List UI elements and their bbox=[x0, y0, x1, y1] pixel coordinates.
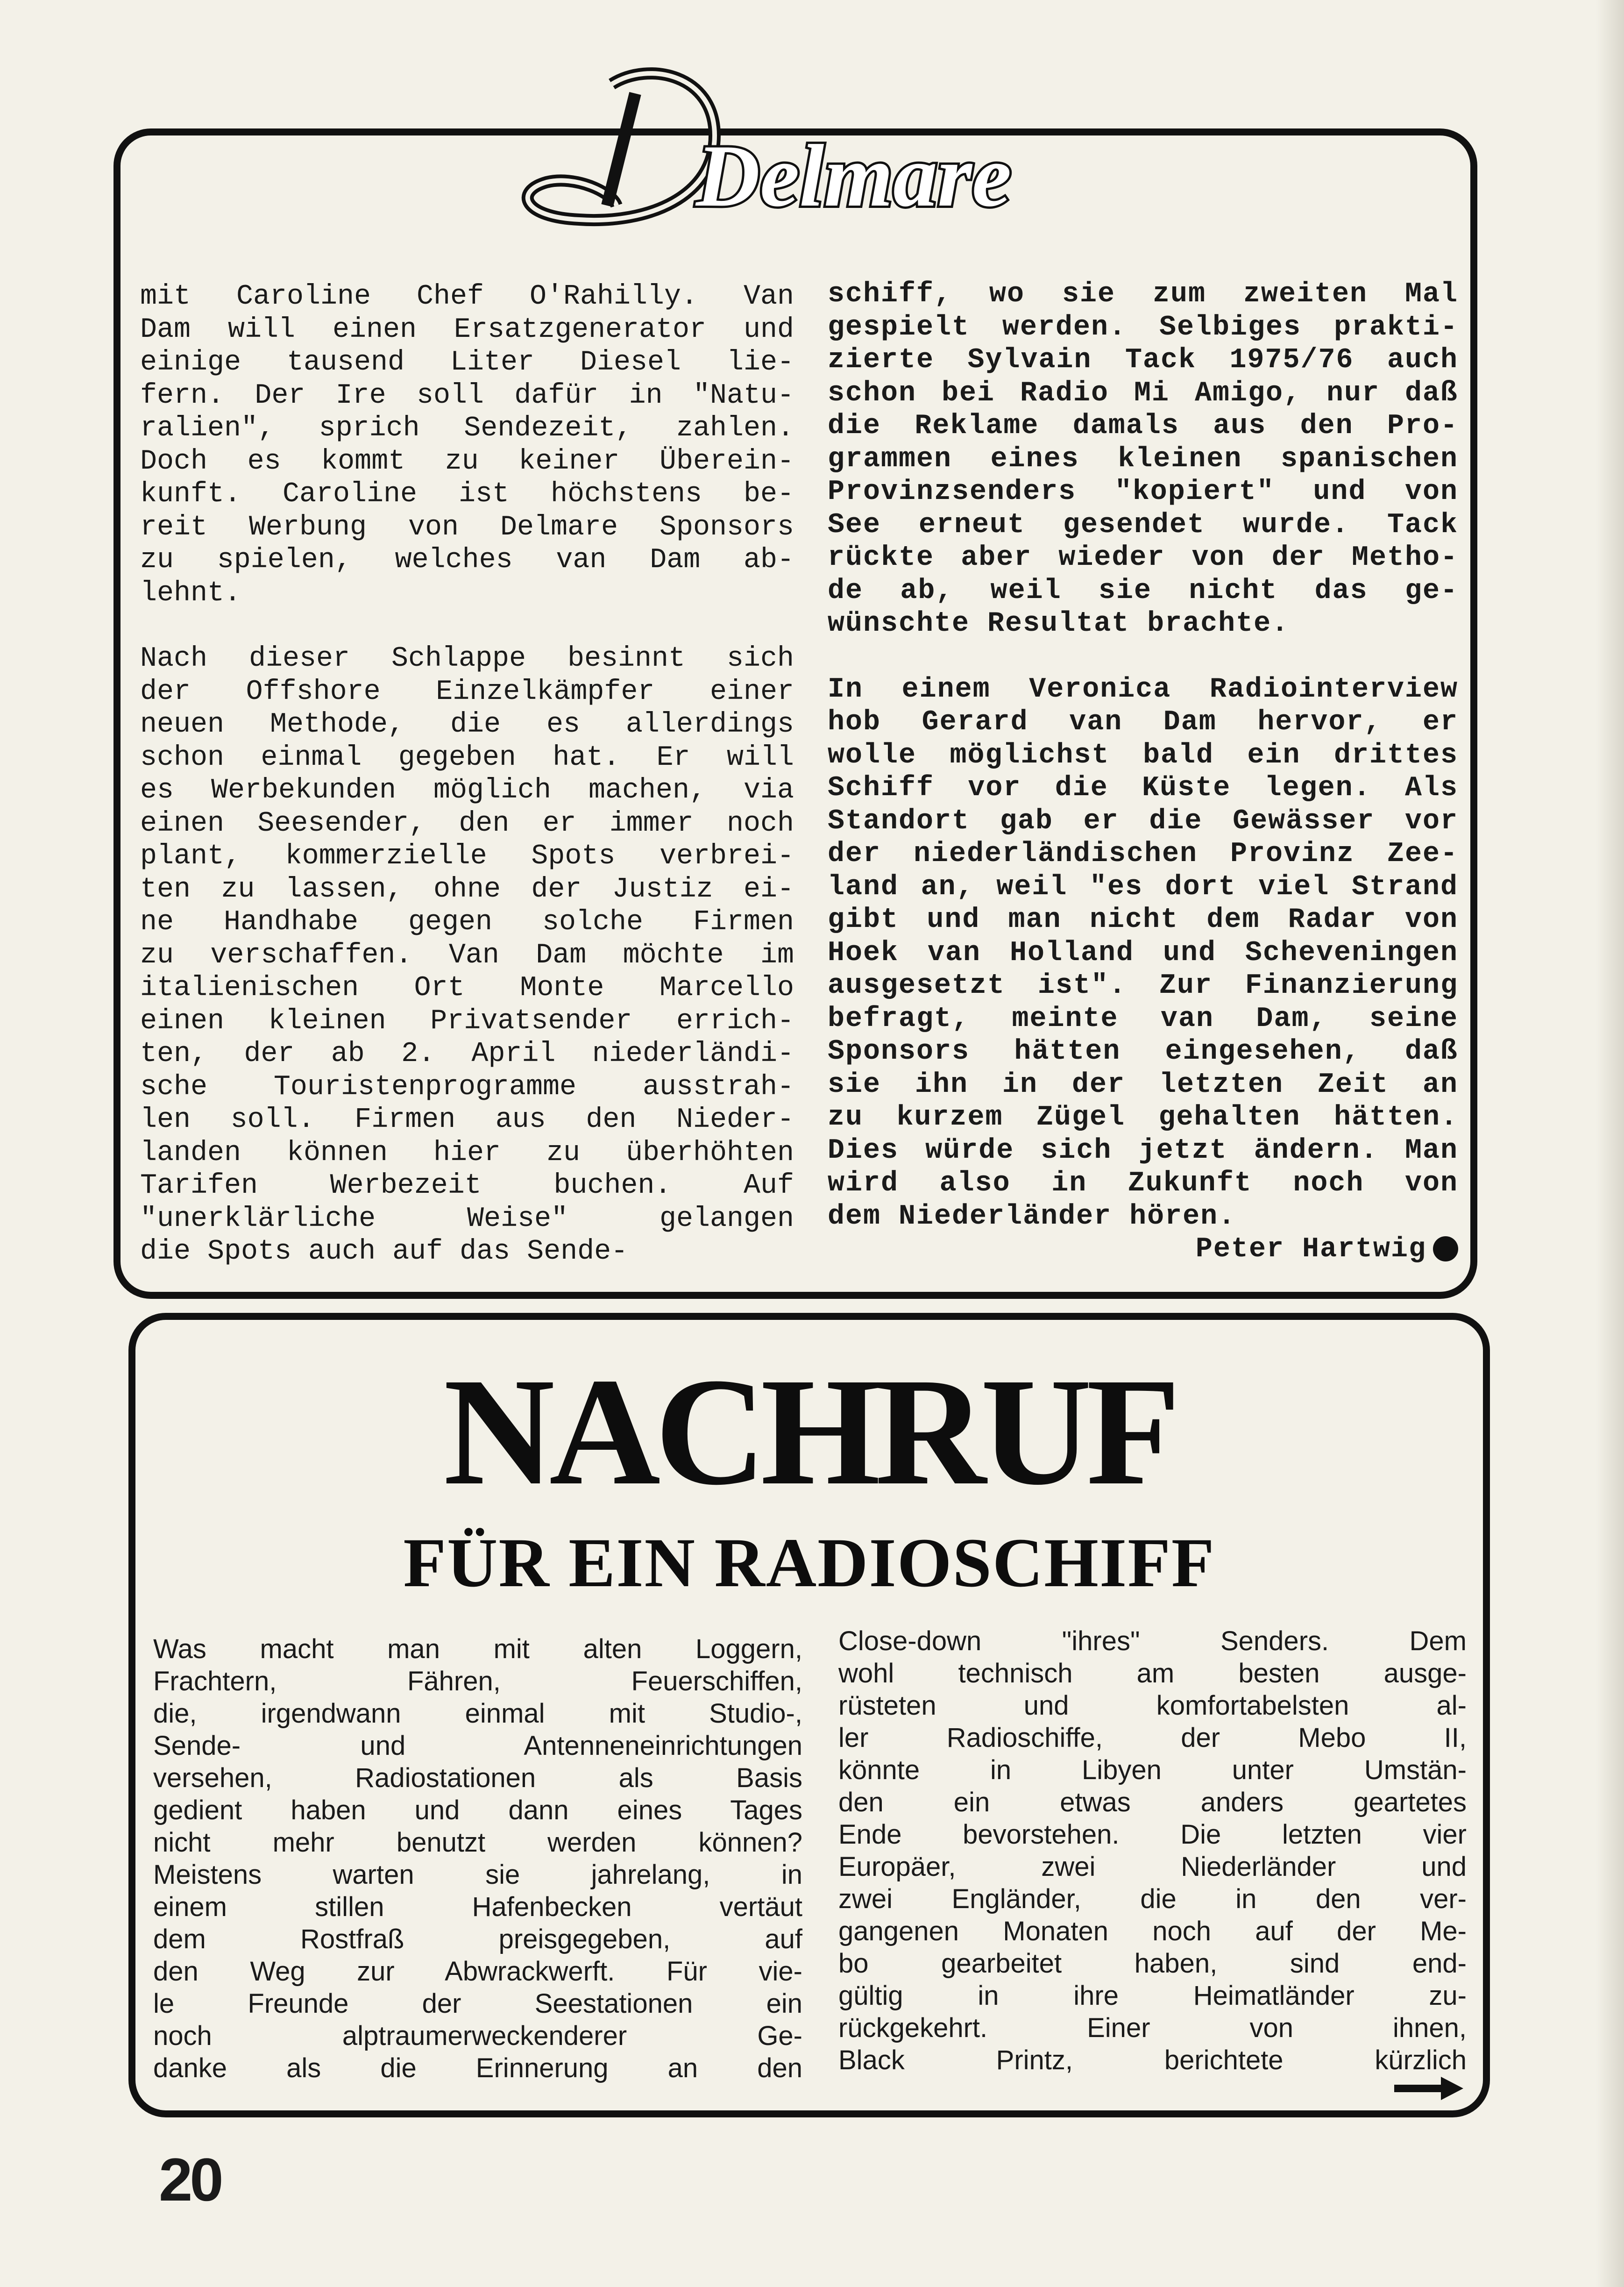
text-line: fern. Der Ire soll dafür in "Natu- bbox=[140, 379, 794, 412]
text-line: hob Gerard van Dam hervor, er bbox=[828, 706, 1458, 738]
text-line: die, irgendwann einmal mit Studio-, bbox=[153, 1698, 802, 1729]
text-line: noch alptraumerweckenderer Ge- bbox=[153, 2021, 802, 2051]
text-line: mit Caroline Chef O'Rahilly. Van bbox=[140, 281, 794, 313]
text-line: Frachtern, Fähren, Feuerschiffen, bbox=[153, 1666, 802, 1696]
text-line: zu verschaffen. Van Dam möchte im bbox=[140, 939, 794, 971]
article2-left-column bbox=[153, 1633, 802, 2084]
text-line: zu kurzem Zügel gehalten hätten. bbox=[828, 1102, 1458, 1133]
text-line: ler Radioschiffe, der Mebo II, bbox=[838, 1723, 1467, 1753]
text-line: die Spots auch auf das Sende- bbox=[140, 1236, 628, 1268]
text-line: bo gearbeitet haben, sind end- bbox=[838, 1948, 1467, 1979]
text-line: es Werbekunden möglich machen, via bbox=[140, 775, 794, 806]
text-line: der Offshore Einzelkämpfer einer bbox=[140, 676, 794, 708]
text-line: einen kleinen Privatsender errich- bbox=[140, 1005, 794, 1037]
text-line: befragt, meinte van Dam, seine bbox=[828, 1003, 1458, 1035]
text-line: den Weg zur Abwrackwerft. Für vie- bbox=[153, 1956, 802, 1987]
end-bullet-icon bbox=[1433, 1236, 1458, 1261]
text-line: Schiff vor die Küste legen. Als bbox=[828, 772, 1458, 804]
text-line: Europäer, zwei Niederländer und bbox=[838, 1852, 1467, 1882]
text-line: wünschte Resultat brachte. bbox=[828, 608, 1290, 640]
text-line: In einem Veronica Radiointerview bbox=[828, 673, 1458, 705]
text-line: wolle möglichst bald ein drittes bbox=[828, 739, 1458, 771]
text-line: einige tausend Liter Diesel lie- bbox=[140, 347, 794, 378]
text-line: den ein etwas anders geartetes bbox=[838, 1787, 1467, 1817]
text-line: ausgesetzt ist". Zur Finanzierung bbox=[828, 970, 1458, 1002]
author-name: Peter Hartwig bbox=[1195, 1233, 1426, 1265]
arrow-right-icon bbox=[1394, 2074, 1464, 2102]
text-line: ralien", sprich Sendezeit, zahlen. bbox=[140, 413, 794, 444]
text-line: rückte aber wieder von der Metho- bbox=[828, 542, 1458, 574]
text-line: könnte in Libyen unter Umstän- bbox=[838, 1755, 1467, 1785]
text-line: sie ihn in der letzten Zeit an bbox=[828, 1069, 1458, 1101]
text-line: rüsteten und komfortabelsten al- bbox=[838, 1690, 1467, 1721]
text-line: sche Touristenprogramme ausstrah- bbox=[140, 1071, 794, 1103]
text-line: Meistens warten sie jahrelang, in bbox=[153, 1860, 802, 1890]
article2-title: NACHRUF bbox=[443, 1347, 1175, 1517]
text-line: Was macht man mit alten Loggern, bbox=[153, 1634, 802, 1664]
text-line: Sende- und Antenneneinrichtungen bbox=[153, 1731, 802, 1761]
paragraph-gap bbox=[140, 610, 794, 642]
text-line: reit Werbung von Delmare Sponsors bbox=[140, 511, 794, 543]
text-line: gültig in ihre Heimatländer zu- bbox=[838, 1981, 1467, 2011]
text-line: See erneut gesendet wurde. Tack bbox=[828, 509, 1458, 541]
text-line: Standort gab er die Gewässer vor bbox=[828, 805, 1458, 837]
text-line: zu spielen, welches van Dam ab- bbox=[140, 544, 794, 576]
text-line: einen Seesender, den er immer noch bbox=[140, 807, 794, 840]
article2-right-column bbox=[838, 1625, 1467, 2076]
text-line: neuen Methode, die es allerdings bbox=[140, 709, 794, 741]
text-line: ne Handhabe gegen solche Firmen bbox=[140, 906, 794, 938]
text-line: versehen, Radiostationen als Basis bbox=[153, 1763, 802, 1793]
text-line: Hoek van Holland und Scheveningen bbox=[828, 937, 1458, 969]
page-edge-shadow bbox=[1596, 0, 1624, 2287]
text-line: dem Rostfraß preisgegeben, auf bbox=[153, 1924, 802, 1954]
text-line: ten zu lassen, ohne der Justiz ei- bbox=[140, 873, 794, 905]
text-line: einem stillen Hafenbecken vertäut bbox=[153, 1892, 802, 1922]
text-line: len soll. Firmen aus den Nieder- bbox=[140, 1104, 794, 1136]
text-line: gedient haben und dann eines Tages bbox=[153, 1795, 802, 1825]
text-line: Provinzsenders "kopiert" und von bbox=[828, 476, 1458, 508]
text-line: dem Niederländer hören. bbox=[828, 1200, 1236, 1233]
text-line: landen können hier zu überhöhten bbox=[140, 1137, 794, 1169]
text-line: le Freunde der Seestationen ein bbox=[153, 1988, 802, 2019]
text-line: grammen eines kleinen spanischen bbox=[828, 443, 1458, 475]
text-line: kunft. Caroline ist höchstens be- bbox=[140, 478, 794, 510]
text-line: italienischen Ort Monte Marcello bbox=[140, 972, 794, 1004]
text-line: der niederländischen Provinz Zee- bbox=[828, 838, 1458, 870]
text-line: die Reklame damals aus den Pro- bbox=[828, 410, 1458, 442]
article1-right-column bbox=[828, 278, 1458, 1266]
text-line: ten, der ab 2. April niederländi- bbox=[140, 1038, 794, 1070]
text-line: Doch es kommt zu keiner Überein- bbox=[140, 445, 794, 477]
text-line: gibt und man nicht dem Radar von bbox=[828, 904, 1458, 936]
text-line: Nach dieser Schlappe besinnt sich bbox=[140, 643, 794, 675]
text-line: Dam will einen Ersatzgenerator und bbox=[140, 313, 794, 346]
text-line: Black Printz, berichtete kürzlich bbox=[838, 2045, 1467, 2075]
text-line: wohl technisch am besten ausge- bbox=[838, 1658, 1467, 1689]
text-line: Close-down "ihres" Senders. Dem bbox=[838, 1626, 1467, 1656]
logo-text: Delmare bbox=[696, 127, 1012, 225]
text-line: Ende bevorstehen. Die letzten vier bbox=[838, 1819, 1467, 1850]
text-line: danke als die Erinnerung an den bbox=[153, 2053, 802, 2083]
text-line: land an, weil "es dort viel Strand bbox=[828, 871, 1458, 903]
text-line: schon einmal gegeben hat. Er will bbox=[140, 741, 794, 774]
text-line: schon bei Radio Mi Amigo, nur daß bbox=[828, 377, 1458, 409]
text-line: Dies würde sich jetzt ändern. Man bbox=[828, 1134, 1458, 1167]
text-line: "unerklärliche Weise" gelangen bbox=[140, 1203, 794, 1235]
page-number: 20 bbox=[159, 2145, 221, 2214]
article1-left-column bbox=[140, 280, 794, 1268]
author-signature bbox=[828, 1233, 1458, 1266]
article2-subtitle: FÜR EIN RADIOSCHIFF bbox=[403, 1524, 1215, 1602]
text-line: nicht mehr benutzt werden können? bbox=[153, 1827, 802, 1858]
text-line: Sponsors hätten eingesehen, daß bbox=[828, 1036, 1458, 1068]
text-line: zwei Engländer, die in den ver- bbox=[838, 1884, 1467, 1914]
text-line: zierte Sylvain Tack 1975/76 auch bbox=[828, 344, 1458, 376]
delmare-logo bbox=[495, 56, 1046, 252]
text-line: rückgekehrt. Einer von ihnen, bbox=[838, 2013, 1467, 2043]
paragraph-gap bbox=[828, 641, 1458, 673]
text-line: Tarifen Werbezeit buchen. Auf bbox=[140, 1170, 794, 1202]
text-line: lehnt. bbox=[140, 577, 241, 609]
text-line: gangenen Monaten noch auf der Me- bbox=[838, 1916, 1467, 1946]
text-line: wird also in Zukunft noch von bbox=[828, 1168, 1458, 1199]
text-line: schiff, wo sie zum zweiten Mal bbox=[828, 278, 1458, 310]
text-line: plant, kommerzielle Spots verbrei- bbox=[140, 841, 794, 872]
text-line: de ab, weil sie nicht das ge- bbox=[828, 575, 1458, 607]
text-line: gespielt werden. Selbiges prakti- bbox=[828, 311, 1458, 343]
